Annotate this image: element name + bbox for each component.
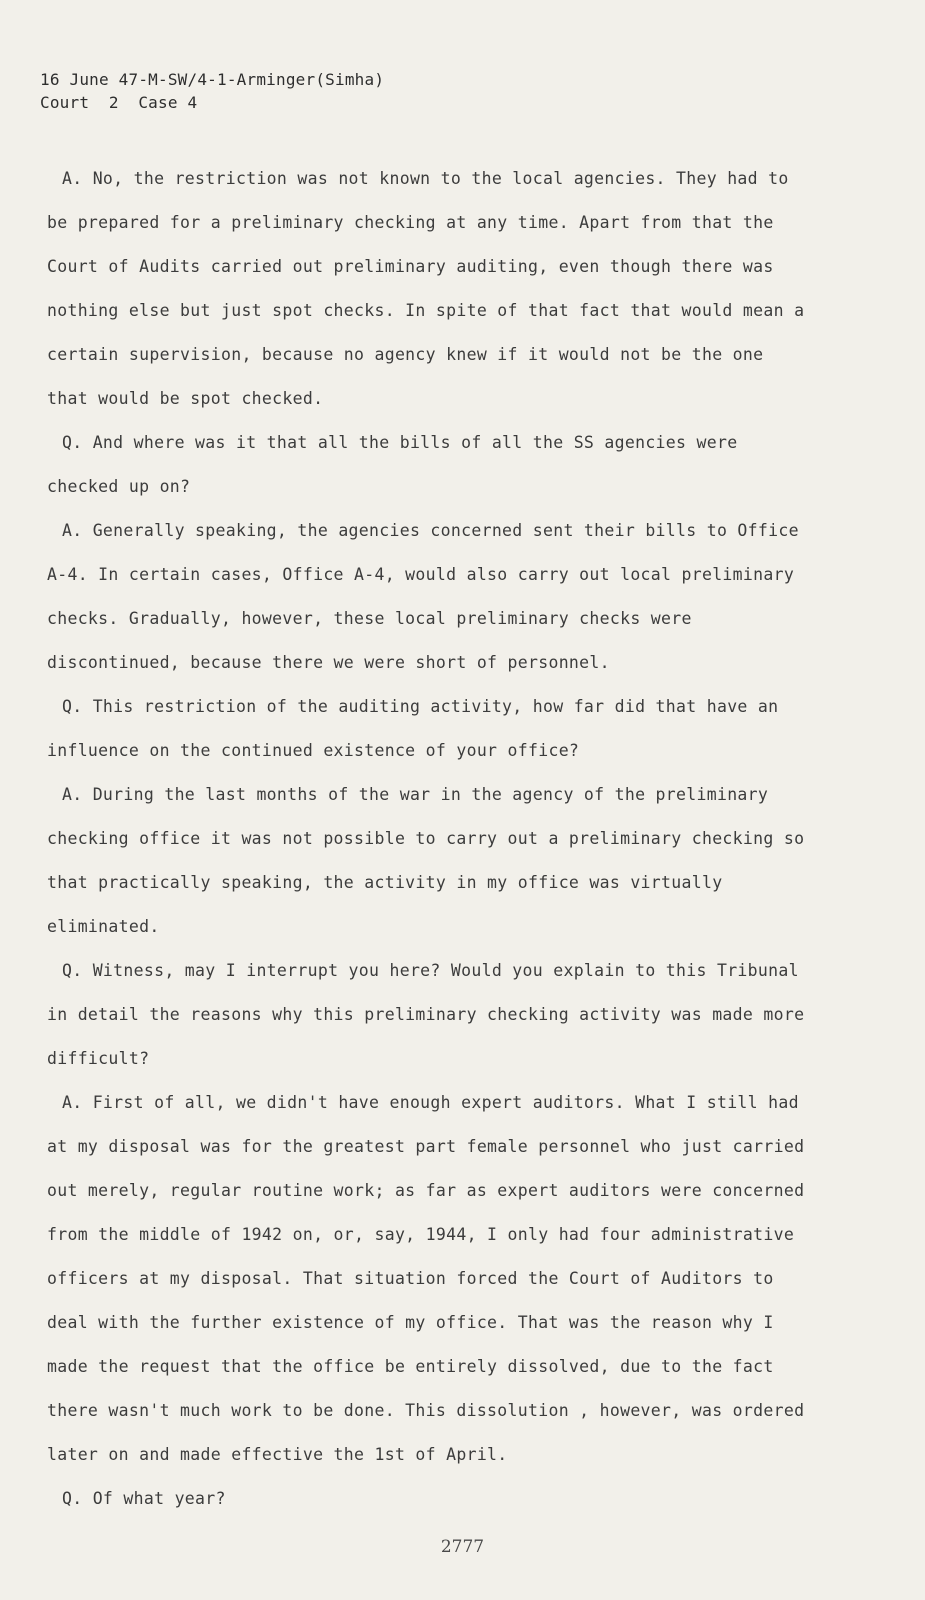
header-reference-line: 16 June 47-M-SW/4-1-Arminger(Simha) xyxy=(40,70,385,89)
transcript-paragraph: Q. This restriction of the auditing activity, how far did that have an influence on the continued existence of your office? xyxy=(47,697,779,760)
page-number: 2777 xyxy=(440,1537,485,1557)
transcript-body xyxy=(47,157,807,1521)
transcript-paragraph: A. No, the restriction was not known to the local agencies. They had to be prepared for a preliminary checking at any time. Apart from that the Court of Audits carried out preliminary auditing, even though there was nothing else but just spot checks. In spite of that fact that would mean a certain supervision, because no agency knew if it would not be the one that would be spot checked. xyxy=(47,169,805,408)
header-court-case-line: Court 2 Case 4 xyxy=(40,93,198,112)
transcript-paragraph: A. First of all, we didn't have enough expert auditors. What I still had at my disposal was for the greatest part female personnel who just carried out merely, regular routine work; as far as expert auditors were concerned from the middle of 1942 on, or, say, 1944, I only had four administrative officers at my disposal. That situation forced the Court of Auditors to deal with the further existence of my office. That was the reason why I made the request that the office be entirely dissolved, due to the fact there wasn't much work to be done. This dissolution , however, was ordered later on and made effective the 1st of April. xyxy=(47,1093,805,1464)
transcript-paragraph: A. Generally speaking, the agencies concerned sent their bills to Office A-4. In certain cases, Office A-4, would also carry out local preliminary checks. Gradually, however, these local preliminary checks were discontinued, because there we were short of personnel. xyxy=(47,521,799,672)
transcript-paragraph: Q. Of what year? xyxy=(62,1489,226,1508)
transcript-paragraph: Q. Witness, may I interrupt you here? Would you explain to this Tribunal in detail the reasons why this preliminary checking activity was made more difficult? xyxy=(47,961,805,1068)
transcript-paragraph: Q. And where was it that all the bills of all the SS agencies were checked up on? xyxy=(47,433,738,496)
document-header xyxy=(40,68,384,114)
transcript-paragraph: A. During the last months of the war in the agency of the preliminary checking office it was not possible to carry out a preliminary checking so that practically speaking, the activity in my office was virtually eliminated. xyxy=(47,785,805,936)
